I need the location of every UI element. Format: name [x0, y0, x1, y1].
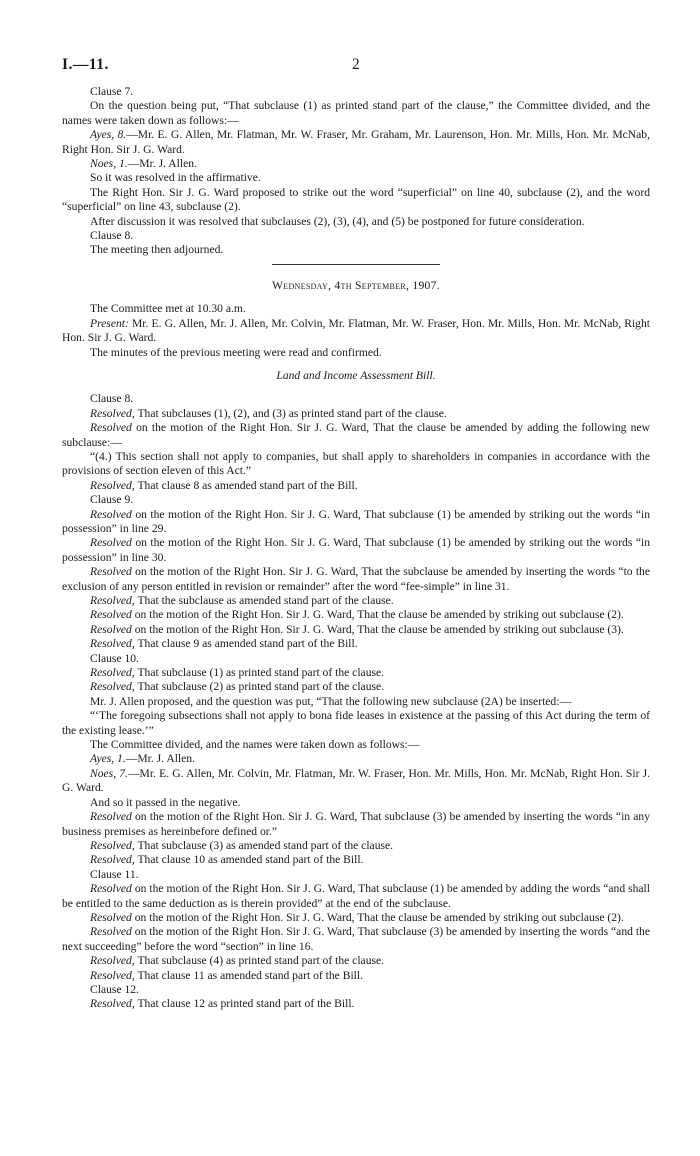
paragraph-lead: Resolved	[90, 536, 132, 550]
paragraph-lead: Noes, 7.	[90, 766, 128, 780]
paragraph-text: on the motion of the Right Hon. Sir J. G. Ward, That subclause (1) be amended by striking out the words “in possession” in line 29.	[62, 507, 650, 535]
minutes-paragraph	[62, 493, 650, 507]
paragraph-text: Clause 10.	[90, 651, 139, 665]
paragraph-text: on the motion of the Right Hon. Sir J. G. Ward, That subclause (3) be amended by inserting the words “and the next succeeding” before the word “section” in line 16.	[62, 925, 650, 953]
minutes-paragraph	[62, 508, 650, 537]
paragraph-lead: Resolved	[90, 925, 132, 939]
paragraph-text: —Mr. J. Allen.	[125, 752, 195, 766]
paragraph-text: That clause 11 as amended stand part of the Bill.	[134, 968, 364, 982]
minutes-paragraph	[62, 810, 650, 839]
paragraph-lead: Resolved,	[90, 478, 135, 492]
paragraph-lead: Noes, 1.	[90, 157, 128, 171]
paragraph-text: on the motion of the Right Hon. Sir J. G. Ward, That the clause be amended by adding the following new subclause:—	[62, 421, 650, 449]
paragraph-text: on the motion of the Right Hon. Sir J. G. Ward, That the subclause be amended by inserting the words “to the exclusion of any person entitled in revision or remainder” after the word “fee-simple” in line 31.	[62, 565, 650, 593]
minutes-paragraph	[62, 450, 650, 479]
minutes-paragraph	[62, 997, 650, 1011]
minutes-paragraph	[62, 346, 650, 360]
bill-title: Land and Income Assessment Bill.	[276, 368, 436, 382]
minutes-paragraph	[62, 186, 650, 215]
paragraph-text: Clause 11.	[90, 867, 139, 881]
minutes-paragraph	[62, 637, 650, 651]
paragraph-text: That subclause (4) as printed stand part of the clause.	[134, 954, 385, 968]
minutes-paragraph	[62, 666, 650, 680]
paragraph-text: That the subclause as amended stand part of the clause.	[134, 594, 394, 607]
minutes-paragraph	[62, 243, 650, 257]
paragraph-text: “(4.) This section shall not apply to companies, but shall apply to shareholders in companies in accordance with the provisions of section eleven of this Act.”	[62, 449, 650, 478]
minutes-paragraph	[62, 623, 650, 637]
paragraph-lead: Resolved,	[90, 838, 135, 852]
minutes-paragraph	[62, 171, 650, 185]
paragraph-text: Clause 8.	[90, 229, 134, 243]
minutes-paragraph	[62, 85, 650, 99]
paragraph-lead: Resolved	[90, 882, 132, 896]
minutes-paragraph	[62, 392, 650, 406]
paragraph-text: —Mr. E. G. Allen, Mr. Colvin, Mr. Flatman, Mr. W. Fraser, Hon. Mr. Mills, Hon. Mr. McNab, Right Hon. Sir J. G. Ward.	[62, 766, 650, 795]
paragraph-text: So it was resolved in the affirmative.	[90, 171, 261, 185]
minutes-paragraph	[62, 868, 650, 882]
minutes-paragraph	[62, 839, 650, 853]
minutes-paragraph	[62, 229, 650, 243]
paragraph-text: on the motion of the Right Hon. Sir J. G. Ward, That the clause be amended by striking out subclause (3).	[131, 622, 624, 636]
paragraph-lead: Resolved,	[90, 954, 135, 968]
paragraph-text: on the motion of the Right Hon. Sir J. G. Ward, That the clause be amended by striking out subclause (2).	[131, 608, 624, 622]
minutes-paragraph	[62, 709, 650, 738]
paragraph-text: Clause 9.	[90, 493, 134, 507]
paragraph-lead: Ayes, 1.	[90, 752, 126, 766]
paragraph-text: Clause 12.	[90, 982, 139, 996]
paragraph-text: The Committee divided, and the names were taken down as follows:—	[90, 738, 420, 752]
minutes-paragraph	[62, 157, 650, 171]
minutes-paragraph	[62, 536, 650, 565]
paragraph-text: That subclause (1) as printed stand part of the clause.	[134, 666, 385, 680]
paragraph-text: —Mr. J. Allen.	[127, 157, 197, 171]
minutes-paragraph	[62, 911, 650, 925]
minutes-paragraph	[62, 652, 650, 666]
paragraph-lead: Resolved,	[90, 997, 135, 1011]
paragraph-lead: Resolved	[90, 507, 132, 521]
paragraph-text: On the question being put, “That subclause (1) as printed stand part of the clause,” the Committee divided, and the names were taken down as follows:—	[62, 99, 650, 127]
paragraph-text: The Committee met at 10.30 a.m.	[90, 302, 246, 316]
paragraph-text: That clause 10 as amended stand part of the Bill.	[134, 853, 364, 867]
minutes-paragraph	[62, 594, 650, 608]
paragraph-lead: Resolved,	[90, 968, 135, 982]
minutes-paragraph	[62, 969, 650, 983]
paragraph-text: “‘The foregoing subsections shall not apply to bona fide leases in existence at the passing of this Act during the term of the existing lease.’”	[62, 709, 650, 737]
minutes-paragraph	[62, 882, 650, 911]
minutes-paragraph	[62, 853, 650, 867]
paragraph-text: After discussion it was resolved that subclauses (2), (3), (4), and (5) be postponed for future consideration.	[90, 214, 585, 228]
document-series-code: I.—11.	[62, 56, 109, 73]
paragraph-text: —Mr. E. G. Allen, Mr. Flatman, Mr. W. Fraser, Mr. Graham, Mr. Laurenson, Hon. Mr. Mills, Hon. Mr. McNab, Right Hon. Sir J. G. Ward.	[62, 128, 650, 156]
paragraph-lead: Resolved	[90, 622, 132, 636]
paragraph-text: on the motion of the Right Hon. Sir J. G. Ward, That subclause (3) be amended by inserting the words “in any business premises as hereinbefore defined or.”	[62, 810, 650, 838]
minutes-paragraph	[62, 317, 650, 346]
minutes-paragraph	[62, 99, 650, 128]
paragraph-lead: Resolved	[90, 421, 132, 435]
paragraph-text: on the motion of the Right Hon. Sir J. G. Ward, That subclause (1) be amended by adding the words “and shall be entitled to the same deduction as is therein provided” at the end of the subclause.	[62, 882, 650, 910]
paragraph-lead: Resolved,	[90, 637, 135, 651]
minutes-paragraph	[62, 407, 650, 421]
paragraph-text: That subclause (3) as amended stand part of the clause.	[134, 838, 394, 852]
page-number: 2	[352, 56, 360, 73]
paragraph-text: That clause 12 as printed stand part of the Bill.	[134, 997, 355, 1011]
minutes-paragraph	[62, 565, 650, 594]
paragraph-text: Mr. J. Allen proposed, and the question was put, “That the following new subclause (2A) be inserted:—	[90, 694, 572, 708]
minutes-paragraph	[62, 752, 650, 766]
minutes-paragraph	[62, 680, 650, 694]
paragraph-text: Clause 8.	[90, 392, 134, 406]
minutes-paragraph	[62, 738, 650, 752]
paragraph-text: on the motion of the Right Hon. Sir J. G. Ward, That the clause be amended by striking out subclause (2).	[131, 910, 624, 924]
minutes-paragraph	[62, 925, 650, 954]
minutes-paragraph	[62, 608, 650, 622]
paragraph-text: Clause 7.	[90, 85, 134, 98]
minutes-paragraph	[62, 421, 650, 450]
paragraph-text: The meeting then adjourned.	[90, 243, 224, 257]
paragraph-text: And so it passed in the negative.	[90, 795, 241, 809]
paragraph-lead: Resolved,	[90, 594, 135, 607]
paragraph-lead: Present:	[90, 316, 129, 330]
paragraph-text: The minutes of the previous meeting were read and confirmed.	[90, 345, 382, 359]
minutes-paragraph	[62, 796, 650, 810]
minutes-paragraph	[62, 479, 650, 493]
paragraph-text: That clause 8 as amended stand part of the Bill.	[134, 478, 358, 492]
paragraph-text: Mr. E. G. Allen, Mr. J. Allen, Mr. Colvin, Mr. Flatman, Mr. W. Fraser, Hon. Mr. Mills, Hon. Mr. McNab, Right Hon. Sir J. G. Ward.	[62, 316, 650, 345]
paragraph-lead: Resolved,	[90, 406, 135, 420]
paragraph-lead: Resolved,	[90, 666, 135, 680]
paragraph-lead: Resolved	[90, 910, 132, 924]
paragraph-text: on the motion of the Right Hon. Sir J. G. Ward, That subclause (1) be amended by striking out the words “in possession” in line 30.	[62, 536, 650, 564]
paragraph-lead: Resolved	[90, 608, 132, 622]
minutes-paragraph	[62, 302, 650, 316]
minutes-paragraph	[62, 128, 650, 157]
paragraph-text: That clause 9 as amended stand part of the Bill.	[134, 637, 358, 651]
minutes-paragraph	[62, 695, 650, 709]
minutes-body	[62, 85, 650, 1012]
minutes-paragraph	[62, 767, 650, 796]
paragraph-lead: Resolved,	[90, 853, 135, 867]
paragraph-text: That subclauses (1), (2), and (3) as printed stand part of the clause.	[134, 406, 447, 420]
minutes-paragraph	[62, 954, 650, 968]
minutes-paragraph	[62, 215, 650, 229]
paragraph-text: That subclause (2) as printed stand part of the clause.	[134, 680, 385, 694]
paragraph-lead: Resolved	[90, 810, 132, 824]
paragraph-lead: Resolved	[90, 565, 132, 579]
paragraph-lead: Ayes, 8.	[90, 128, 127, 142]
minutes-paragraph	[62, 983, 650, 997]
paragraph-text: The Right Hon. Sir J. G. Ward proposed to strike out the word “superficial” on line 40, subclause (2), and the word “superficial” on line 43, subclause (2).	[62, 185, 650, 214]
paragraph-lead: Resolved,	[90, 680, 135, 694]
meeting-date-heading: Wednesday, 4th September, 1907.	[272, 278, 440, 292]
